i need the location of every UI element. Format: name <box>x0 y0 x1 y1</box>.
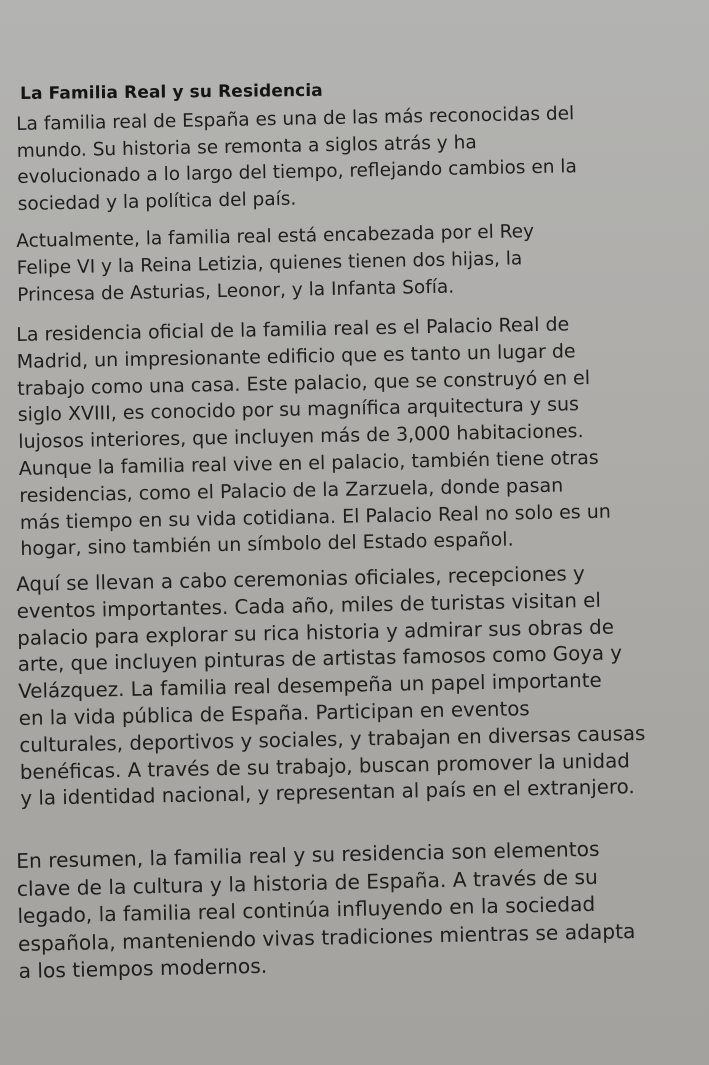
text-line: en la vida pública de España. Participan en eventos <box>18 697 530 730</box>
paragraph-residence <box>16 309 709 563</box>
paragraph-current-royals <box>16 215 707 309</box>
paragraph-summary <box>16 834 709 986</box>
text-line: arte, que incluyen pinturas de artistas famosos como Goya y <box>17 641 623 677</box>
text-line: y la identidad nacional, y representan al país en el extranjero. <box>20 775 635 811</box>
text-line: evolucionado a lo largo del tiempo, reflejando cambios en la <box>17 156 578 189</box>
text-line: La residencia oficial de la familia real es el Palacio Real de <box>16 313 570 346</box>
text-line: Actualmente, la familia real está encabezada por el Rey <box>16 221 535 252</box>
text-line: española, manteniendo vivas tradiciones mientras se adapta <box>17 918 636 956</box>
text-line: En resumen, la familia real y su residencia son elementos <box>16 836 600 873</box>
paragraph-ceremonies <box>16 559 709 813</box>
text-line: palacio para explorar su rica historia y admirar sus obras de <box>17 615 615 650</box>
text-line: legado, la familia real continúa influyendo en la sociedad <box>17 892 596 929</box>
text-line: trabajo como una casa. Este palacio, que se construyó en el <box>17 366 591 400</box>
text-line: benéficas. A través de su trabajo, buscan promover la unidad <box>19 748 630 784</box>
text-line: más tiempo en su vida cotidiana. El Palacio Real no solo es un <box>19 500 612 534</box>
document-title: La Familia Real y su Residencia <box>20 80 323 104</box>
text-line: clave de la cultura y la historia de España. A través de su <box>16 864 599 901</box>
text-line: a los tiempos modernos. <box>18 954 268 984</box>
text-line: La familia real de España es una de las más reconocidas del <box>16 103 575 135</box>
text-line: sociedad y la política del país. <box>17 188 297 215</box>
text-line: culturales, deportivos y sociales, y trabajan en diversas causas <box>19 721 646 757</box>
text-line: siglo XVIII, es conocido por su magnífica arquitectura y sus <box>17 393 580 427</box>
text-line: Aunque la familia real vive en el palacio, también tiene otras <box>18 446 599 480</box>
text-line: residencias, como el Palacio de la Zarzuela, donde pasan <box>19 474 564 507</box>
text-line: lujosos interiores, que incluyen más de 3,000 habitaciones. <box>18 420 584 454</box>
text-line: Felipe VI y la Reina Letizia, quienes tienen dos hijas, la <box>16 248 523 279</box>
text-line: mundo. Su historia se remonta a siglos atrás y ha <box>16 131 477 162</box>
text-line: Velázquez. La familia real desempeña un papel importante <box>18 668 602 704</box>
paragraph-intro <box>16 99 708 219</box>
text-line: Madrid, un impresionante edificio que es tanto un lugar de <box>16 340 576 373</box>
text-line: hogar, sino también un símbolo del Estado español. <box>20 528 514 561</box>
text-line: Princesa de Asturias, Leonor, y la Infanta Sofía. <box>17 276 455 306</box>
text-line: Aquí se llevan a cabo ceremonias oficiales, recepciones y <box>16 562 585 596</box>
text-line: eventos importantes. Cada año, miles de turistas visitan el <box>16 588 602 623</box>
